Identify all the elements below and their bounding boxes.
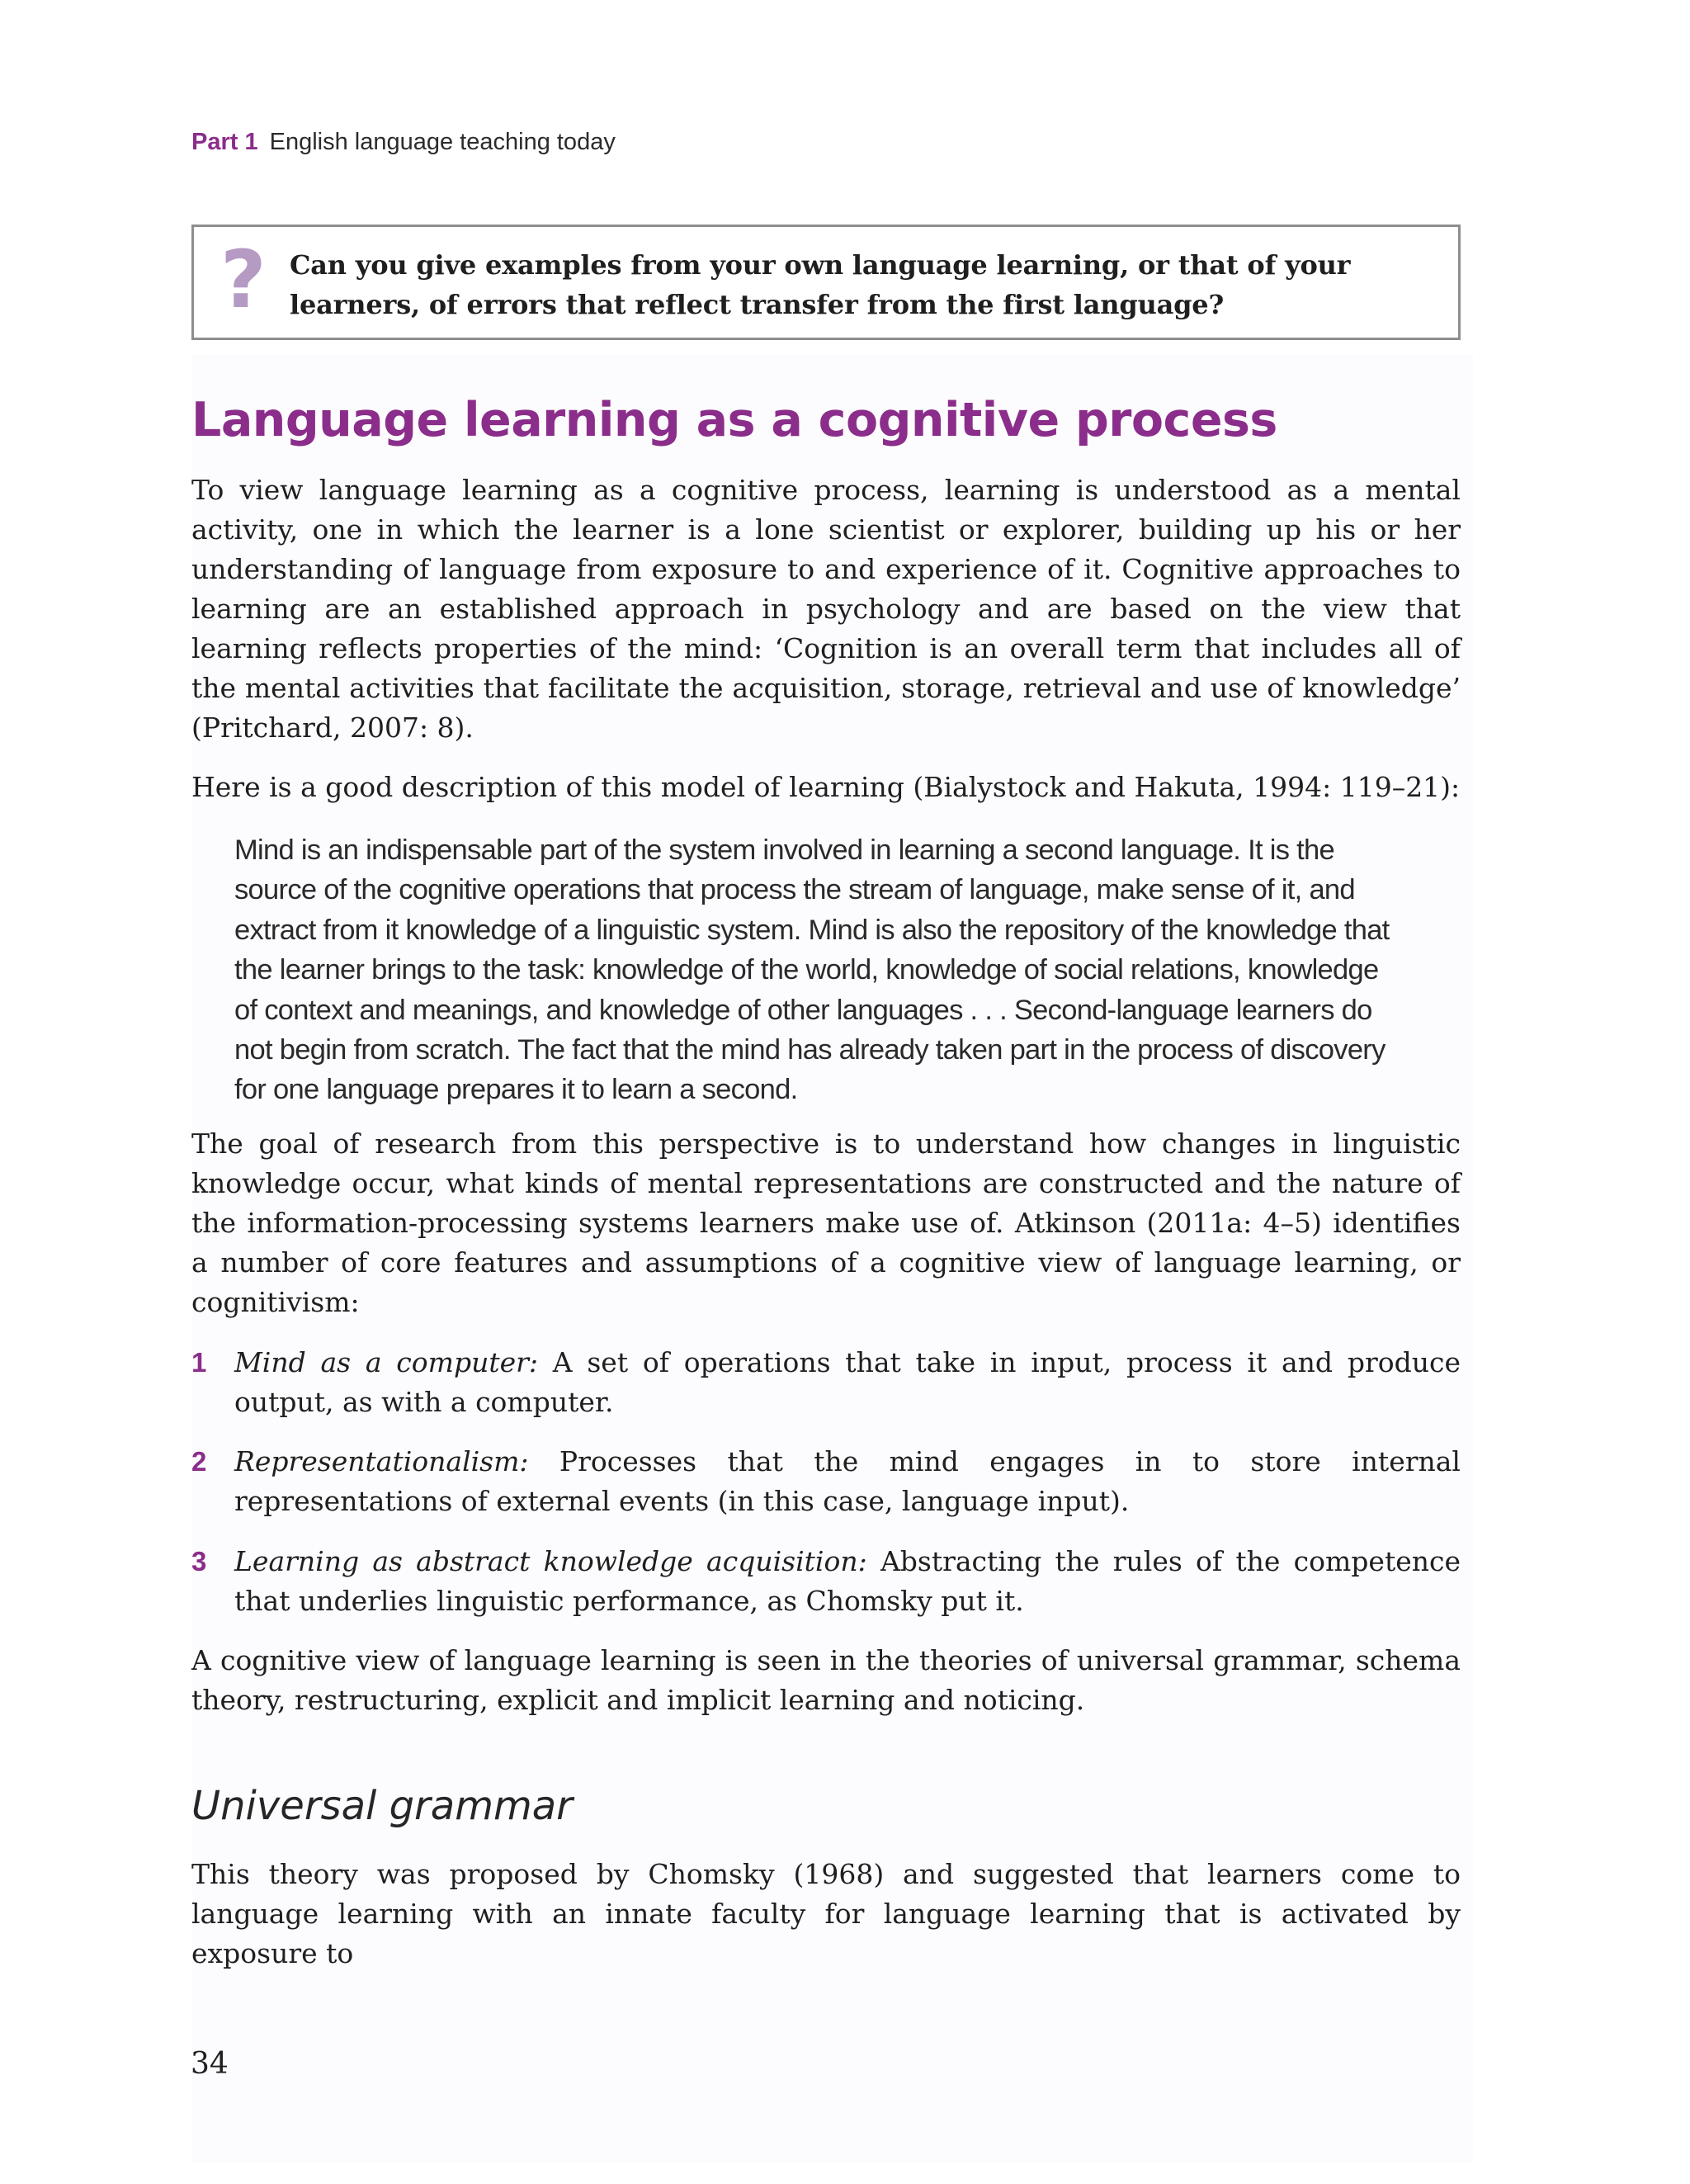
paragraph-intro: To view language learning as a cognitive process, learning is understood as a mental activity, one in which the learner is a lone scientist or explorer, building up his or her understanding of language from exposure to and experience of it. Cognitive approaches to learning are an established approach in psychology and are based on the view that learning reflects properties of the mind: ‘Cognition is an overall term that includes all of the mental activities that facilitate the acquisition, storage, retrieval and use of knowledge’ (Pritchard, 2007: 8). <box>191 474 1461 744</box>
list-item-number: 1 <box>191 1347 207 1378</box>
list-item-content <box>234 1343 1461 1422</box>
list-item <box>191 1343 1461 1422</box>
block-quote: Mind is an indispensable part of the system involved in learning a second language. It is the source of the cognitive operations that process the stream of language, make sense of it, and extract from it knowledge of a linguistic system. Mind is also the repository of the knowledge that the learner brings to the task: knowledge of the world, knowledge of social relations, knowledge of context and meanings, and knowledge of other languages . . . Second-language learners do not begin from scratch. The fact that the mind has already taken part in the process of discovery for one language prepares it to learn a second. <box>234 834 1390 1106</box>
running-head-title: English language teaching today <box>269 129 616 155</box>
question-mark-icon: ? <box>220 234 267 326</box>
list-item-term: Representationalism: <box>234 1445 529 1477</box>
list-item-text: Abstracting the rules of the competence that underlies linguistic performance, as Chomsky put it. <box>234 1545 1461 1617</box>
running-head <box>191 129 616 156</box>
paragraph-research-goal: The goal of research from this perspective is to understand how changes in linguistic knowledge occur, what kinds of mental representations are constructed and the nature of the information-processing systems learners make use of. Atkinson (2011a: 4–5) identifies a number of core features and assumptions of a cognitive view of language learning, or cognitivism: <box>191 1127 1461 1318</box>
reflection-question-box <box>191 225 1461 340</box>
page-number: 34 <box>191 2047 229 2081</box>
list-item-term: Learning as abstract knowledge acquisition: <box>234 1545 867 1577</box>
list-item-text: Processes that the mind engages in to store internal representations of external events (in this case, language input). <box>234 1445 1461 1517</box>
list-item-content <box>234 1442 1461 1521</box>
list-item <box>191 1542 1461 1621</box>
subsection-heading: Universal grammar <box>191 1783 573 1829</box>
list-item-term: Mind as a computer: <box>234 1346 538 1378</box>
list-item-number: 2 <box>191 1446 207 1477</box>
list-item <box>191 1442 1461 1521</box>
list-item-content <box>234 1542 1461 1621</box>
paragraph-universal-grammar: This theory was proposed by Chomsky (1968) and suggested that learners come to language learning with an innate faculty for language learning that is activated by exposure to <box>191 1858 1461 1969</box>
section-heading: Language learning as a cognitive process <box>191 393 1277 447</box>
paragraph-theories: A cognitive view of language learning is seen in the theories of universal grammar, schema theory, restructuring, explicit and implicit learning and noticing. <box>191 1644 1461 1716</box>
running-head-part: Part 1 <box>191 129 258 155</box>
list-item-number: 3 <box>191 1546 207 1577</box>
reflection-question-text: Can you give examples from your own language learning, or that of your learners, of errors that reflect transfer from the first language? <box>290 249 1351 320</box>
list-item-text: A set of operations that take in input, process it and produce output, as with a computer. <box>234 1346 1461 1418</box>
paragraph-quote-lead: Here is a good description of this model of learning (Bialystock and Hakuta, 1994: 119–21): <box>191 771 1461 803</box>
